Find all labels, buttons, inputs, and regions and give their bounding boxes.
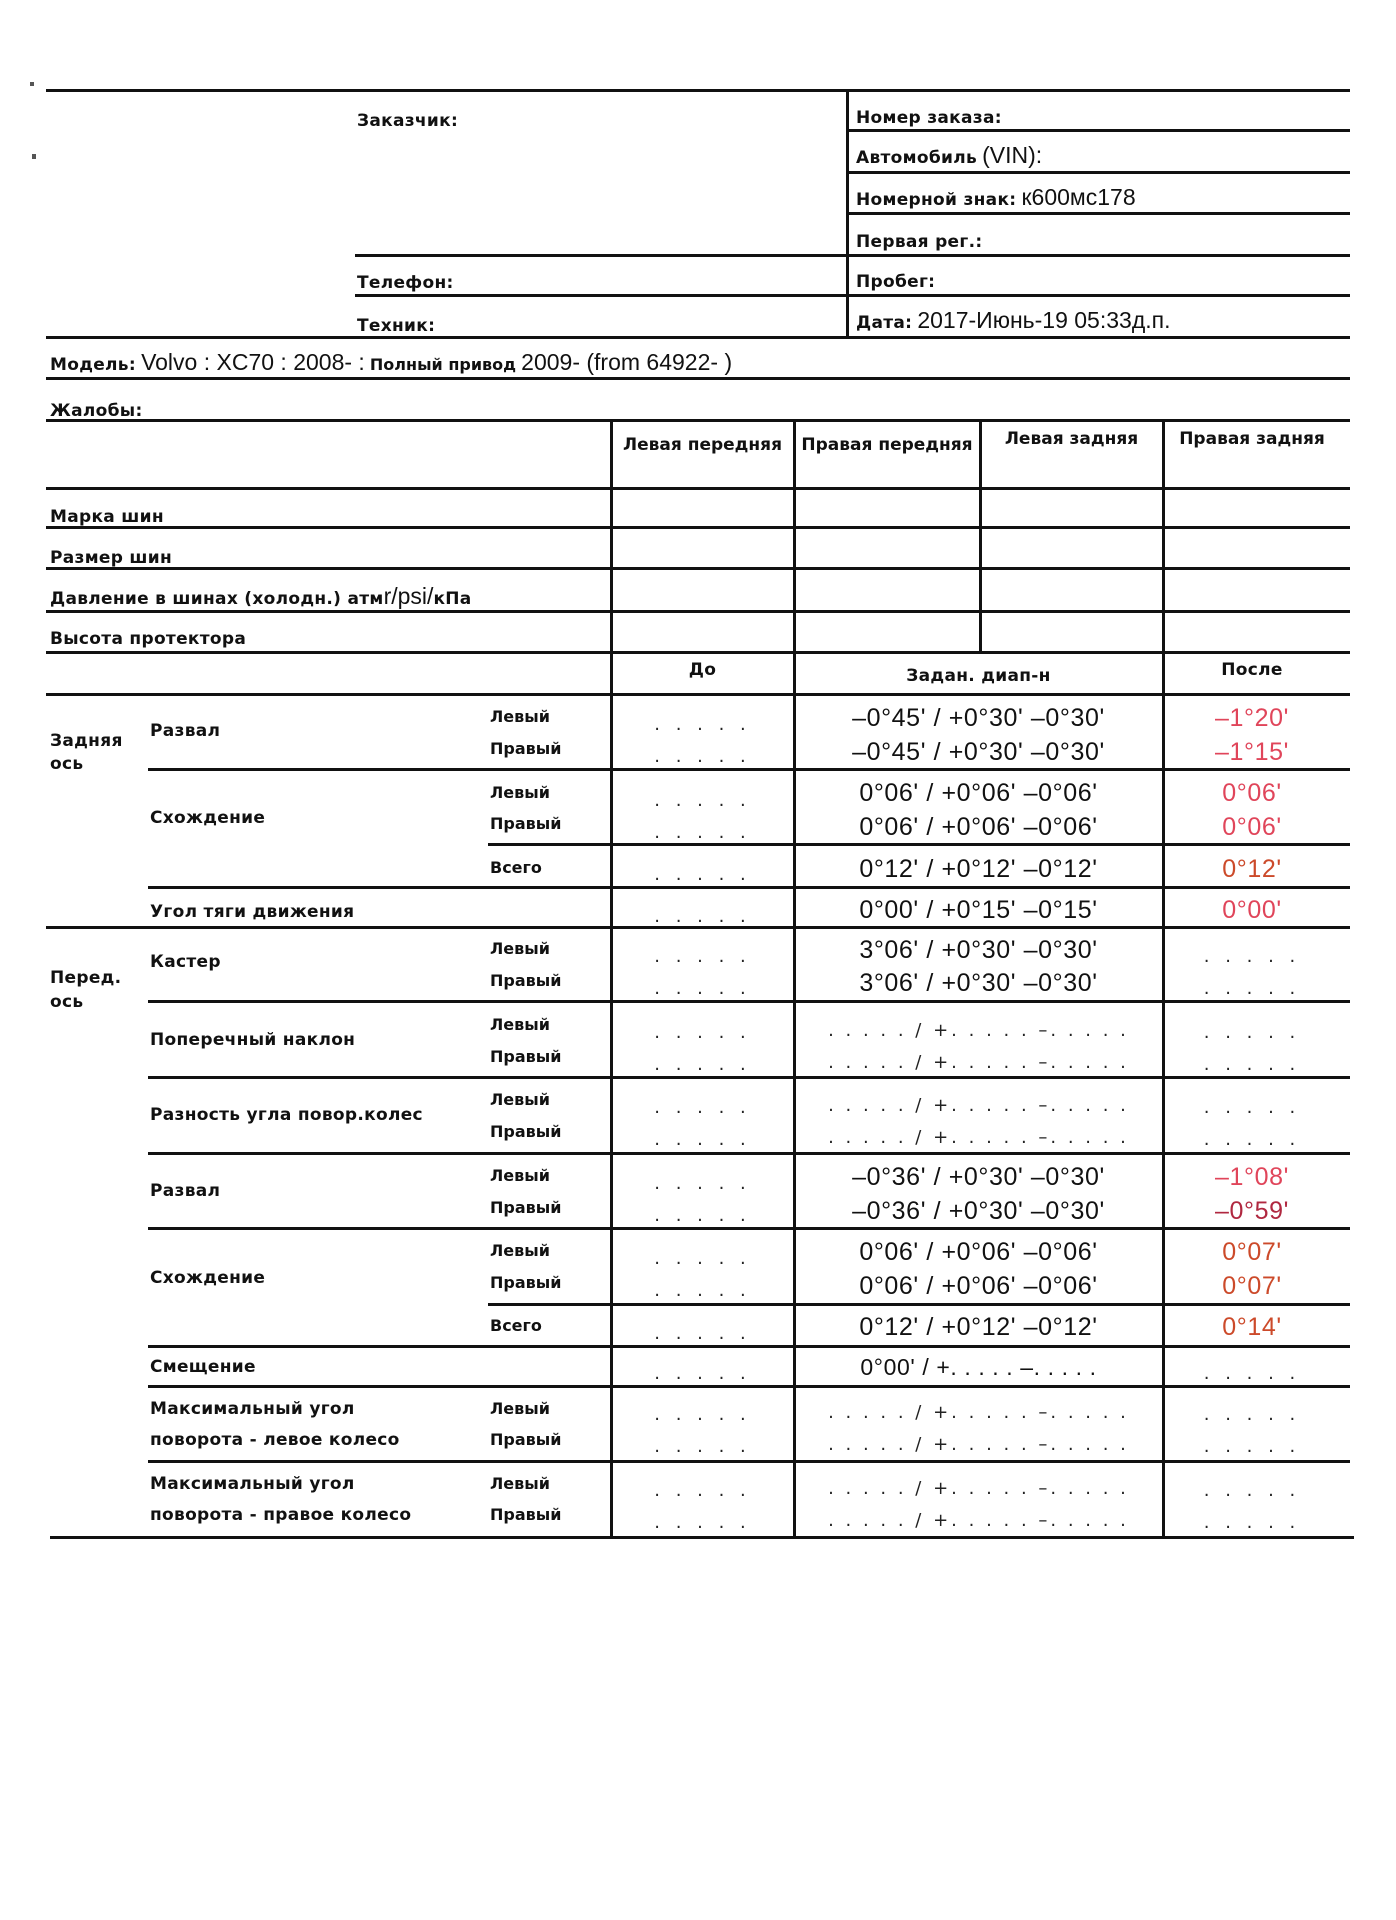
maxturn-left-r-after: . . . . . — [1203, 1436, 1301, 1457]
rear-camber-label: Развал — [150, 721, 221, 741]
front-camber-right-side: Правый — [490, 1198, 562, 1217]
setback-label: Смещение — [150, 1357, 256, 1377]
mileage-label: Пробег: — [856, 272, 936, 292]
front-camber-label: Развал — [150, 1181, 221, 1201]
rear-toe-left-before: . . . . . — [654, 790, 751, 811]
maxturn-right-l-after: . . . . . — [1203, 1480, 1301, 1501]
tire-size-label: Размер шин — [50, 548, 173, 568]
first-reg-line — [846, 254, 1350, 257]
tire-col-rr: Правая задняя — [1179, 429, 1325, 449]
tire-brand-label: Марка шин — [50, 507, 164, 527]
maxturn-right-r-spec: . . . . . / +. . . . . –. . . . . — [828, 1510, 1129, 1531]
thrust-angle-label: Угол тяги движения — [150, 902, 355, 922]
row-line — [148, 1076, 1350, 1079]
model-row — [50, 351, 732, 374]
maxturn-left-l-after: . . . . . — [1203, 1404, 1301, 1425]
front-axle-label-2: ось — [50, 992, 84, 1012]
sai-right-after: . . . . . — [1203, 1054, 1301, 1075]
front-camber-right-before: . . . . . — [654, 1205, 751, 1226]
front-camber-left-after: –1°08' — [1215, 1163, 1289, 1191]
front-toe-right-before: . . . . . — [654, 1280, 751, 1301]
scan-speck — [32, 154, 36, 159]
maxturn-right-left-side: Левый — [490, 1474, 550, 1493]
header-bottom-line — [46, 336, 1350, 339]
mileage-line — [846, 294, 1350, 297]
front-toe-left-spec: 0°06' / +0°06' –0°06' — [859, 1238, 1098, 1266]
front-camber-left-before: . . . . . — [654, 1173, 751, 1194]
front-camber-left-side: Левый — [490, 1166, 550, 1185]
toe-out-left-before: . . . . . — [654, 1097, 751, 1118]
toe-out-right-side: Правый — [490, 1122, 562, 1141]
rear-toe-right-after: 0°06' — [1222, 813, 1282, 841]
model-years: 2009- (from 64922- ) — [521, 349, 733, 375]
row-line — [488, 1303, 1350, 1306]
setback-before: . . . . . — [654, 1363, 751, 1384]
front-toe-left-side: Левый — [490, 1241, 550, 1260]
maxturn-right-label-2: поворота - правое колесо — [150, 1505, 412, 1525]
table-bottom-line — [50, 1536, 1354, 1539]
row-line — [148, 1227, 1350, 1230]
row-line — [148, 886, 1350, 889]
front-toe-left-after: 0°07' — [1222, 1238, 1282, 1266]
maxturn-left-right-side: Правый — [490, 1430, 562, 1449]
caster-right-before: . . . . . — [654, 978, 751, 999]
maxturn-left-r-spec: . . . . . / +. . . . . –. . . . . — [828, 1434, 1129, 1455]
setback-spec: 0°00' / +. . . . . –. . . . . — [860, 1354, 1097, 1380]
toe-out-right-after: . . . . . — [1203, 1129, 1301, 1150]
front-toe-total-spec: 0°12' / +0°12' –0°12' — [859, 1313, 1098, 1341]
scan-speck — [30, 82, 34, 86]
order-label: Номер заказа: — [856, 108, 1002, 128]
tread-depth-label: Высота протектора — [50, 629, 247, 649]
rear-camber-right-side: Правый — [490, 739, 562, 758]
rear-camber-left-after: –1°20' — [1215, 704, 1289, 732]
front-toe-right-side: Правый — [490, 1273, 562, 1292]
drive-type: Полный привод — [369, 355, 517, 374]
tire-row-line — [46, 651, 1350, 654]
rear-camber-right-before: . . . . . — [654, 746, 751, 767]
rear-axle-label: Задняя — [50, 731, 123, 751]
maxturn-right-l-spec: . . . . . / +. . . . . –. . . . . — [828, 1478, 1129, 1499]
rear-toe-total-side: Всего — [490, 858, 542, 877]
front-toe-left-before: . . . . . — [654, 1248, 751, 1269]
header-before: До — [688, 660, 717, 680]
front-toe-total-side: Всего — [490, 1316, 542, 1335]
tire-col-lr: Левая задняя — [1004, 429, 1139, 449]
row-line — [488, 843, 1350, 846]
front-toe-total-before: . . . . . — [654, 1323, 751, 1344]
row-line — [148, 1460, 1350, 1463]
vin-label: (VIN): — [982, 142, 1043, 168]
rear-toe-right-side: Правый — [490, 814, 562, 833]
date-label: Дата: — [856, 313, 913, 333]
maxturn-right-label: Максимальный угол — [150, 1474, 355, 1494]
rear-camber-right-spec: –0°45' / +0°30' –0°30' — [852, 738, 1105, 766]
pressure-units: r/psi/ — [383, 583, 434, 609]
rear-toe-right-spec: 0°06' / +0°06' –0°06' — [859, 813, 1098, 841]
toe-out-left-spec: . . . . . / +. . . . . –. . . . . — [828, 1095, 1129, 1116]
vehicle-field — [856, 144, 1042, 167]
thrust-before: . . . . . — [654, 906, 751, 927]
axle-divider — [46, 926, 1350, 929]
complaints-line — [46, 419, 1350, 422]
maxturn-left-left-side: Левый — [490, 1399, 550, 1418]
rear-toe-total-before: . . . . . — [654, 864, 751, 885]
customer-label: Заказчик: — [357, 111, 459, 131]
tire-col-lf: Левая передняя — [623, 435, 782, 455]
maxturn-right-l-before: . . . . . — [654, 1480, 751, 1501]
front-camber-right-spec: –0°36' / +0°30' –0°30' — [852, 1197, 1105, 1225]
maxturn-left-l-before: . . . . . — [654, 1404, 751, 1425]
toe-out-right-before: . . . . . — [654, 1129, 751, 1150]
phone-line — [355, 294, 846, 297]
maxturn-left-label-2: поворота - левое колесо — [150, 1430, 400, 1450]
phone-label: Телефон: — [357, 273, 454, 293]
customer-line — [355, 254, 846, 257]
toe-out-left-side: Левый — [490, 1090, 550, 1109]
thrust-after: 0°00' — [1222, 896, 1282, 924]
front-toe-total-after: 0°14' — [1222, 1313, 1282, 1341]
date-value: 2017-Июнь-19 05:33д.п. — [917, 307, 1171, 333]
sai-left-before: . . . . . — [654, 1022, 751, 1043]
model-label: Модель: — [50, 355, 136, 375]
rear-axle-label-2: ось — [50, 754, 84, 774]
caster-left-after: . . . . . — [1203, 946, 1301, 967]
maxturn-right-r-after: . . . . . — [1203, 1512, 1301, 1533]
row-line — [148, 1000, 1350, 1003]
rear-camber-right-after: –1°15' — [1215, 738, 1289, 766]
rear-toe-label: Схождение — [150, 808, 266, 828]
caster-left-side: Левый — [490, 939, 550, 958]
first-reg-label: Первая рег.: — [856, 232, 983, 252]
caster-left-spec: 3°06' / +0°30' –0°30' — [859, 936, 1098, 964]
maxturn-left-label: Максимальный угол — [150, 1399, 355, 1419]
maxturn-right-r-before: . . . . . — [654, 1512, 751, 1533]
front-toe-right-after: 0°07' — [1222, 1272, 1282, 1300]
col-tire-mid — [979, 419, 982, 651]
sai-left-spec: . . . . . / +. . . . . –. . . . . — [828, 1020, 1129, 1041]
caster-label: Кастер — [150, 952, 221, 972]
rear-camber-left-before: . . . . . — [654, 714, 751, 735]
rear-toe-right-before: . . . . . — [654, 822, 751, 843]
order-line — [846, 129, 1350, 132]
tire-row-line — [46, 567, 1350, 570]
tire-header-line — [46, 487, 1350, 490]
rear-toe-total-spec: 0°12' / +0°12' –0°12' — [859, 855, 1098, 883]
setback-after: . . . . . — [1203, 1363, 1301, 1384]
plate-line — [846, 212, 1350, 215]
row-line — [148, 768, 1350, 771]
date-field — [856, 309, 1170, 332]
row-line — [148, 1385, 1350, 1388]
model-line — [46, 377, 1350, 380]
header-after: После — [1221, 660, 1283, 680]
tire-row-line — [46, 526, 1350, 529]
maxturn-right-right-side: Правый — [490, 1505, 562, 1524]
vehicle-line — [846, 171, 1350, 174]
sai-right-before: . . . . . — [654, 1054, 751, 1075]
tire-col-rf: Правая передняя — [801, 435, 973, 455]
rear-toe-total-after: 0°12' — [1222, 855, 1282, 883]
maxturn-left-l-spec: . . . . . / +. . . . . –. . . . . — [828, 1402, 1129, 1423]
plate-label: Номерной знак: — [856, 190, 1017, 210]
sai-right-spec: . . . . . / +. . . . . –. . . . . — [828, 1052, 1129, 1073]
caster-right-side: Правый — [490, 971, 562, 990]
rear-camber-left-side: Левый — [490, 707, 550, 726]
tire-pressure-label: Давление в шинах (холодн.) атм — [50, 589, 384, 609]
rear-toe-left-spec: 0°06' / +0°06' –0°06' — [859, 779, 1098, 807]
sai-left-after: . . . . . — [1203, 1022, 1301, 1043]
header-spec: Задан. диап-н — [906, 666, 1051, 686]
front-toe-label: Схождение — [150, 1268, 266, 1288]
model-value: Volvo : XC70 : 2008- : — [141, 349, 365, 375]
tire-pressure-row — [50, 585, 472, 608]
toe-out-right-spec: . . . . . / +. . . . . –. . . . . — [828, 1127, 1129, 1148]
front-camber-left-spec: –0°36' / +0°30' –0°30' — [852, 1163, 1105, 1191]
sai-left-side: Левый — [490, 1015, 550, 1034]
sai-label: Поперечный наклон — [150, 1030, 356, 1050]
row-line — [148, 1152, 1350, 1155]
maxturn-left-r-before: . . . . . — [654, 1436, 751, 1457]
toe-out-left-after: . . . . . — [1203, 1097, 1301, 1118]
header-top-line — [46, 89, 1350, 92]
toe-out-label: Разность угла повор.колес — [150, 1105, 423, 1125]
complaints-label: Жалобы: — [50, 401, 143, 421]
caster-left-before: . . . . . — [654, 946, 751, 967]
tire-row-line — [46, 610, 1350, 613]
row-line — [148, 1345, 1350, 1348]
pressure-kpa: кПа — [433, 589, 472, 609]
technician-label: Техник: — [357, 316, 436, 336]
plate-field — [856, 186, 1136, 209]
sai-right-side: Правый — [490, 1047, 562, 1066]
caster-right-spec: 3°06' / +0°30' –0°30' — [859, 969, 1098, 997]
front-camber-right-after: –0°59' — [1215, 1197, 1289, 1225]
rear-toe-left-side: Левый — [490, 783, 550, 802]
rear-camber-left-spec: –0°45' / +0°30' –0°30' — [852, 704, 1105, 732]
thrust-spec: 0°00' / +0°15' –0°15' — [859, 896, 1098, 924]
plate-value: к600мс178 — [1021, 184, 1136, 210]
vehicle-label: Автомобиль — [856, 148, 978, 168]
measure-header-line — [46, 693, 1350, 696]
front-axle-label: Перед. — [50, 968, 122, 988]
caster-right-after: . . . . . — [1203, 978, 1301, 999]
front-toe-right-spec: 0°06' / +0°06' –0°06' — [859, 1272, 1098, 1300]
rear-toe-left-after: 0°06' — [1222, 779, 1282, 807]
